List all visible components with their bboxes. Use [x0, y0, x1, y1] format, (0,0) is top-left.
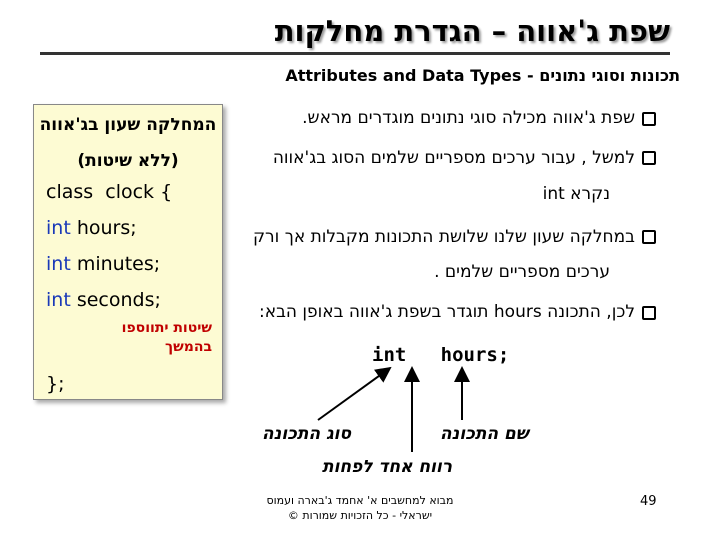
slide-title: שפת ג'אווה – הגדרת מחלקות	[274, 14, 670, 48]
footer	[255, 493, 465, 523]
field-name: minutes;	[76, 253, 161, 275]
label-attribute-name: שם התכונה	[440, 424, 529, 444]
declaration-example: int hours;	[372, 344, 510, 366]
slide-subtitle: תכונות וסוגי נתונים - Attributes and Data Types	[285, 66, 680, 85]
class-closing: };	[46, 373, 65, 395]
methods-note-line-2: בהמשך	[165, 339, 212, 355]
field-name: seconds;	[76, 289, 161, 311]
bullet-3-line-2: ערכים מספריים שלמים .	[434, 262, 610, 282]
field-type: int	[46, 217, 71, 239]
label-attribute-type: סוג התכונה	[262, 424, 352, 444]
field-type: int	[46, 253, 71, 275]
page-number: 49	[640, 494, 657, 509]
bullet-2-line-2: נקרא int	[542, 184, 610, 204]
methods-note-line-1: שיטות יתווספו	[121, 320, 212, 336]
label-space-required: רווח אחד לפחות	[322, 457, 453, 477]
field-type: int	[46, 289, 71, 311]
bullet-1-line-1: שפת ג'אווה מכילה סוגי נתונים מוגדרים מראש.	[302, 108, 635, 128]
field-name: hours;	[76, 217, 137, 239]
footer-line-1: מבוא למחשבים א' אחמד ג'בארה ועמוס	[266, 494, 454, 507]
bullet-4-line-1: לכן, התכונה hours תוגדר בשפת ג'אווה באופן הבא:	[259, 302, 635, 322]
arrow-to-type	[318, 368, 390, 420]
code-box-title: המחלקה שעון בג'אווה	[39, 115, 217, 135]
class-declaration: class clock {	[46, 181, 173, 203]
bullet-2-line-1: למשל , עבור ערכים מספריים שלמים הסוג בג'אווה	[272, 148, 635, 168]
footer-line-2: ישראלי - כל הזכויות שמורות ©	[287, 509, 433, 522]
bullet-3-line-1: במחלקה שעון שלנו שלושת התכונות מקבלות אך ורק	[253, 227, 635, 247]
code-box-subtitle: (ללא שיטות)	[77, 151, 179, 171]
